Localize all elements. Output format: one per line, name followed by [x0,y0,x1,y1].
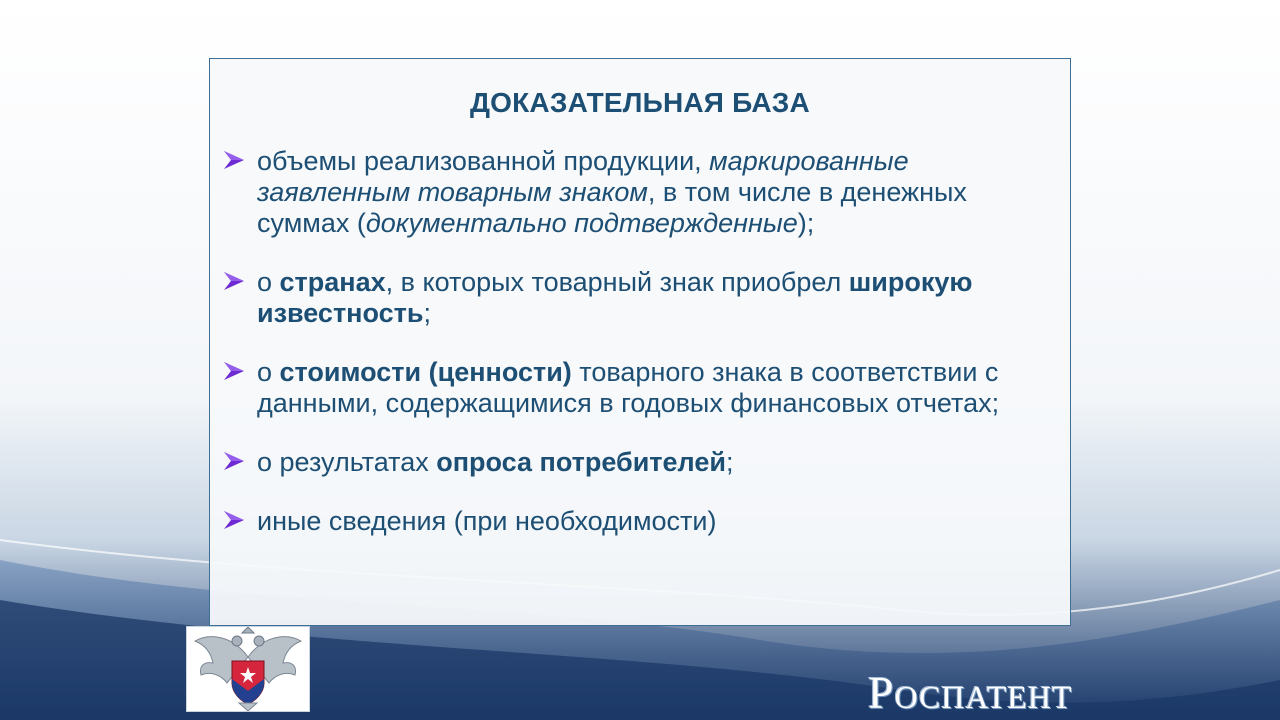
arrow-chevron-bullet-icon [222,507,246,533]
evidence-list [222,146,1062,537]
bullet-text-segment: маркированные заявленным товарным знаком [257,146,909,207]
slide-title: ДОКАЗАТЕЛЬНАЯ БАЗА [470,87,810,118]
bullet-text-segment: документально подтвержденные [365,208,798,238]
double-headed-eagle-emblem-icon [187,627,309,711]
bullet-text-segment: ; [725,447,734,477]
bullet-text-segment: , в которых товарный знак приобрел [385,267,849,297]
bullet-text-segment: о [257,267,280,297]
bullet-text-segment: о результатах [257,447,437,477]
bullet-text-segment: ; [423,298,431,328]
bullet-text-segment: стоимости (ценности) [279,357,572,387]
bullet-text-segment: странах [279,267,386,297]
bullet-text-segment: , в том числе в денежных суммах ( [257,177,967,238]
bullet-item [222,267,1062,329]
bullet-item [222,506,1062,537]
bullet-text-segment: опроса потребителей [436,447,726,477]
rospatent-logo: Роспатент [868,667,1073,718]
bullet-text-segment: объемы реализованной продукции, [257,146,710,176]
arrow-chevron-bullet-icon [222,268,246,294]
arrow-chevron-bullet-icon [222,358,246,384]
rospatent-emblem [186,626,310,712]
bullet-item [222,447,1062,478]
bullet-text-segment: ); [797,208,815,238]
bullet-text-segment: широкую известность [257,267,973,328]
bullet-item [222,146,1062,239]
arrow-chevron-bullet-icon [222,147,246,173]
bullet-item [222,357,1062,419]
bullet-text-segment: товарного знака в соответствии с данными, содержащимися в годовых финансовых отчетах; [257,357,1000,418]
content-panel [209,58,1071,626]
bullet-text-segment: иные сведения (при необходимости) [257,506,717,536]
bullet-text-segment: о [257,357,280,387]
arrow-chevron-bullet-icon [222,448,246,474]
